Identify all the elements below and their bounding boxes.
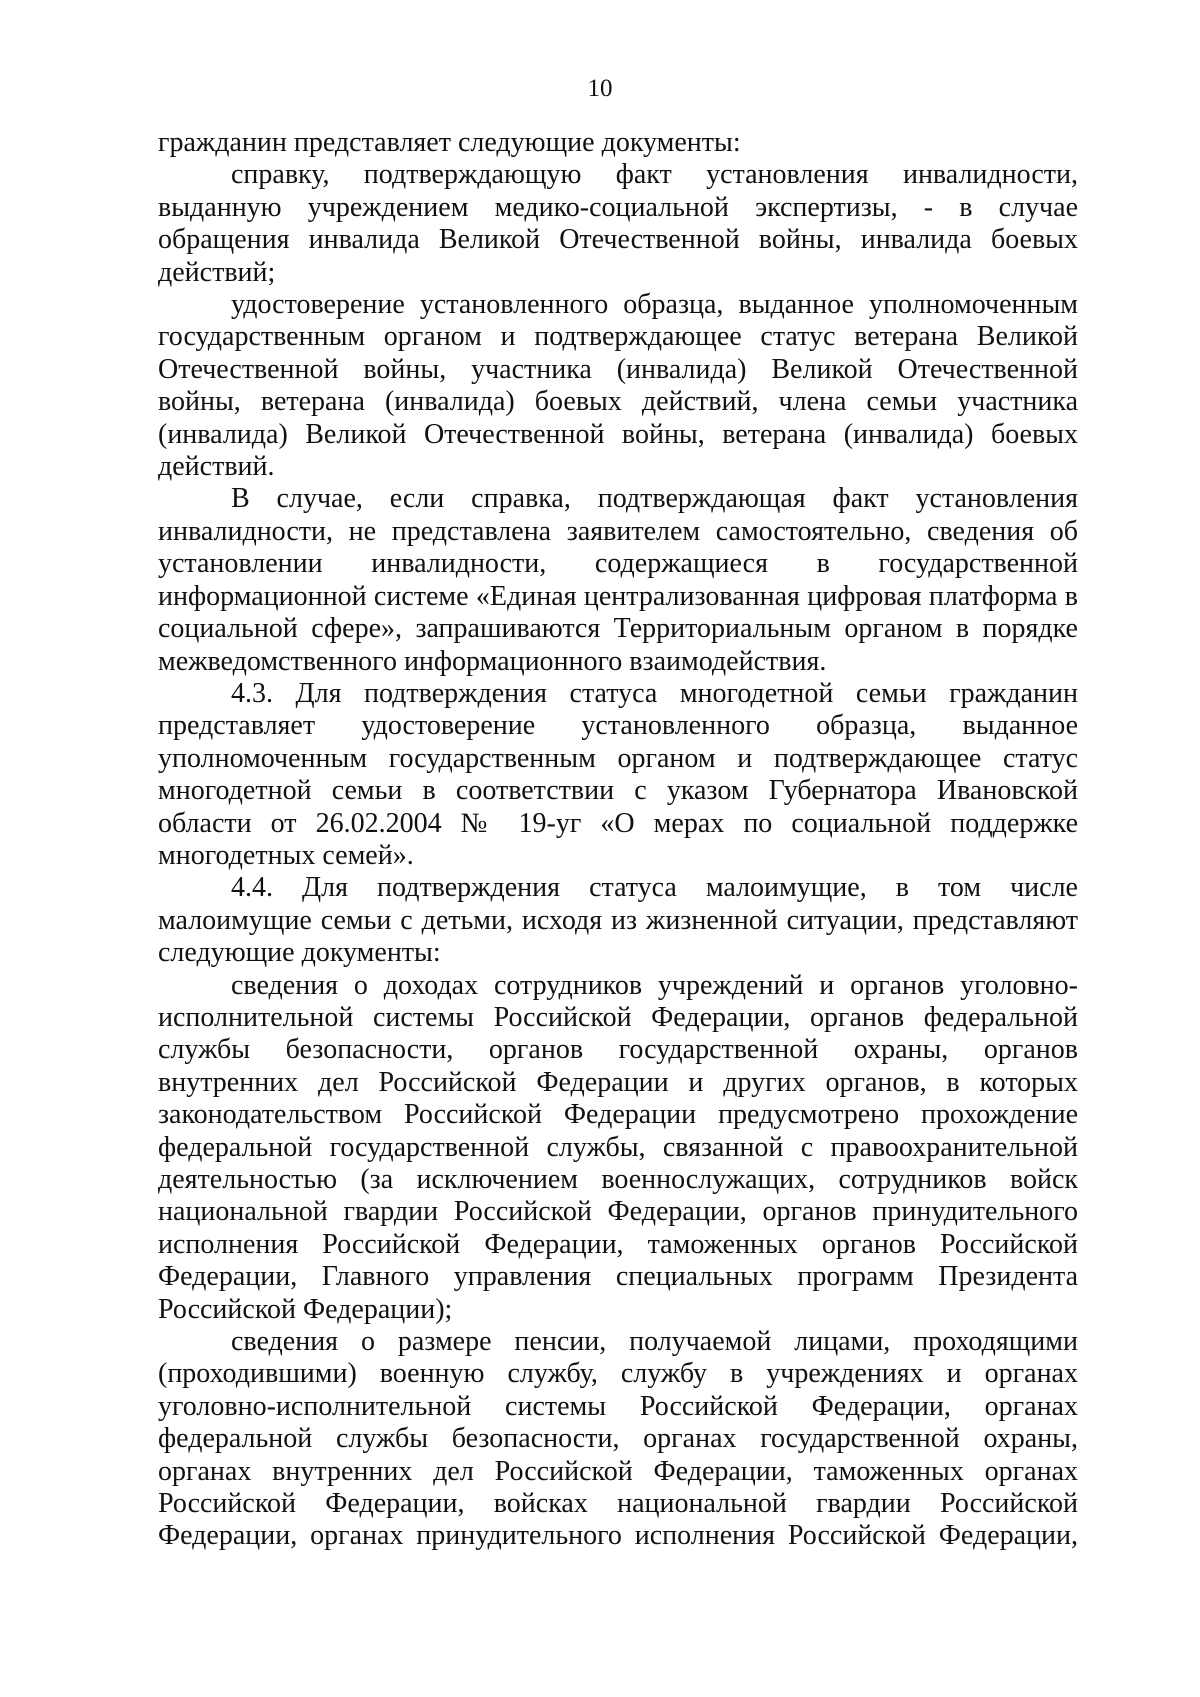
- page-number: 10: [587, 75, 613, 102]
- paragraph-interagency-request: В случае, если справка, подтверждающая факт установления инвалидности, не представлена заявителем самостоятельно, сведения об установлении инвалидности, содержащиеся в государственной информационной системе «Единая централизованная цифровая платформа в социальной сфере», запрашиваются Территориальным органом в порядке межведомственного информационного взаимодействия.: [158, 483, 1078, 677]
- paragraph-large-family-status: 4.3. Для подтверждения статуса многодетной семьи гражданин представляет удостоверение установленного образца, выданное уполномоченным государственным органом и подтверждающее статус многодетной семьи в соответствии с указом Губернатора Ивановской области от 26.02.2004 № 19-уг «О мерах по социальной поддержке многодетных семей».: [158, 677, 1078, 871]
- paragraph-pension-information: сведения о размере пенсии, получаемой лицами, проходящими (проходившими) военную службу, службу в учреждениях и органах уголовно-исполнительной системы Российской Федерации, органах федеральной службы безопасности, органах государственной охраны, органах внутренних дел Российской Федерации, таможенных органах Российской Федерации, войсках национальной гвардии Российской Федерации, органах принудительного исполнения Российской Федерации,: [158, 1326, 1078, 1552]
- paragraph-low-income-status: 4.4. Для подтверждения статуса малоимущие, в том числе малоимущие семьи с детьми, исходя из жизненной ситуации, представляют следующие документы:: [158, 872, 1078, 969]
- paragraph-disability-certificate: справку, подтверждающую факт установления инвалидности, выданную учреждением медико-социальной экспертизы, - в случае обращения инвалида Великой Отечественной войны, инвалида боевых действий;: [158, 159, 1078, 288]
- document-body: [158, 127, 1078, 1553]
- paragraph-income-information: сведения о доходах сотрудников учреждений и органов уголовно-исполнительной системы Российской Федерации, органов федеральной службы безопасности, органов государственной охраны, органов внутренних дел Российской Федерации и других органов, в которых законодательством Российской Федерации предусмотрено прохождение федеральной государственной службы, связанной с правоохранительной деятельностью (за исключением военнослужащих, сотрудников войск национальной гвардии Российской Федерации, органов принудительного исполнения Российской Федерации, таможенных органов Российской Федерации, Главного управления специальных программ Президента Российской Федерации);: [158, 969, 1078, 1325]
- paragraph-veteran-certificate: удостоверение установленного образца, выданное уполномоченным государственным органом и подтверждающее статус ветерана Великой Отечественной войны, участника (инвалида) Великой Отечественной войны, ветерана (инвалида) боевых действий, члена семьи участника (инвалида) Великой Отечественной войны, ветерана (инвалида) боевых действий.: [158, 289, 1078, 483]
- paragraph-intro: гражданин представляет следующие документы:: [158, 127, 741, 158]
